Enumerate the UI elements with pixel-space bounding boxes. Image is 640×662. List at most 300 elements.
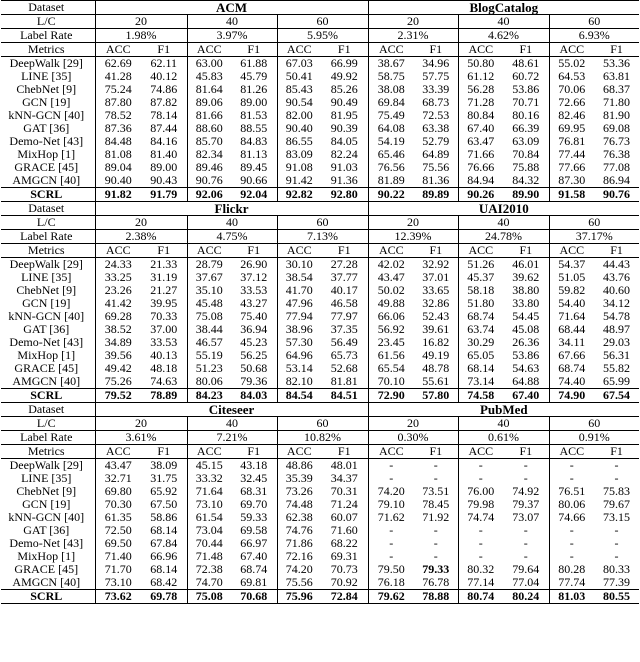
- metric-header: ACC: [458, 43, 503, 57]
- metric-value: -: [458, 550, 503, 563]
- lc-value: 20: [368, 417, 458, 431]
- label-rate-value: 1.98%: [95, 29, 187, 43]
- metric-value: 80.32: [458, 563, 503, 576]
- table-row: [1, 375, 639, 389]
- metric-value: 71.24: [330, 498, 358, 511]
- metric-value: 84.48: [95, 135, 141, 148]
- metric-value: 64.96: [277, 349, 321, 362]
- metric-value: 41.42: [95, 297, 141, 310]
- metric-value: 57.30: [277, 336, 321, 349]
- metric-value: 81.66: [187, 109, 231, 122]
- metric-value: 45.08: [512, 323, 540, 336]
- metric-value: 24.33: [95, 258, 141, 272]
- metric-value: 39.95: [150, 297, 178, 310]
- metric-value: 72.38: [187, 563, 231, 576]
- metric-value: 77.97: [330, 310, 358, 323]
- metric-value: -: [368, 524, 414, 537]
- metric-value: 79.67: [603, 498, 631, 511]
- scrl-metric-value: 84.23: [187, 389, 231, 403]
- metric-header: F1: [141, 244, 187, 258]
- metric-value: 23.45: [368, 336, 414, 349]
- metric-value: 40.17: [330, 284, 358, 297]
- metric-value: 73.14: [458, 375, 503, 389]
- dataset-name: BlogCatalog: [368, 1, 639, 15]
- metric-value: 43.47: [95, 459, 141, 473]
- table-row: [1, 122, 639, 135]
- method-name: DeepWalk [29]: [1, 258, 95, 272]
- metric-value: 88.60: [187, 122, 231, 135]
- metric-value: 76.38: [603, 148, 631, 161]
- metric-value: 65.92: [150, 485, 178, 498]
- lc-row-label: L/C: [1, 216, 95, 230]
- method-name: kNN-GCN [40]: [8, 109, 85, 122]
- lc-value: 60: [549, 15, 639, 29]
- metric-value: -: [523, 524, 528, 537]
- table-row: [1, 389, 639, 403]
- scrl-metric-value: 89.90: [503, 188, 549, 202]
- metric-value: 34.89: [95, 336, 141, 349]
- metric-value: 45.15: [187, 459, 231, 473]
- metric-value: 90.43: [150, 174, 178, 187]
- metric-value: 55.02: [549, 57, 594, 71]
- label-rate-row-label: Label Rate: [1, 230, 95, 244]
- scrl-metric-value: 84.54: [277, 389, 321, 403]
- table-row: [1, 109, 639, 122]
- metric-value: 52.68: [330, 362, 358, 375]
- metric-value: 68.14: [150, 524, 178, 537]
- scrl-metric-value: 92.82: [277, 188, 321, 202]
- method-name: GCN [19]: [22, 498, 71, 511]
- metric-value: 82.34: [187, 148, 231, 161]
- metric-value: -: [523, 550, 528, 563]
- lc-value: 20: [95, 216, 187, 230]
- metric-value: 56.92: [368, 323, 414, 336]
- metric-value: 49.92: [330, 70, 358, 83]
- metric-value: 39.62: [512, 271, 540, 284]
- metric-value: 33.25: [95, 271, 141, 284]
- table-row: [1, 297, 639, 310]
- metric-value: 69.08: [603, 122, 631, 135]
- metric-value: 30.10: [277, 258, 321, 272]
- metric-header: F1: [503, 445, 549, 459]
- metric-value: 50.41: [277, 70, 321, 83]
- metric-value: 70.06: [549, 83, 594, 96]
- metric-value: -: [458, 459, 503, 473]
- label-rate-value: 2.38%: [95, 230, 187, 244]
- metric-value: 37.00: [150, 323, 178, 336]
- metric-value: 67.40: [240, 550, 268, 563]
- metric-value: 79.33: [422, 563, 450, 576]
- metric-value: 87.82: [150, 96, 178, 109]
- metric-value: 73.10: [95, 576, 141, 590]
- table-row: [1, 498, 639, 511]
- metric-value: 74.20: [368, 485, 414, 498]
- metric-value: 75.88: [512, 161, 540, 174]
- metric-value: 38.08: [368, 83, 414, 96]
- metric-value: 77.74: [549, 576, 594, 590]
- metric-header: ACC: [549, 244, 594, 258]
- lc-value: 20: [95, 15, 187, 29]
- metric-value: -: [614, 550, 619, 563]
- metric-header: ACC: [277, 445, 321, 459]
- scrl-metric-value: 90.26: [458, 188, 503, 202]
- method-name: ChebNet [9]: [16, 485, 77, 498]
- metric-value: 56.49: [330, 336, 358, 349]
- lc-value: 40: [187, 15, 277, 29]
- metric-value: 71.60: [330, 524, 358, 537]
- metric-value: 69.84: [368, 96, 414, 109]
- table-row: [1, 244, 639, 258]
- metric-value: 70.44: [187, 537, 231, 550]
- metric-value: 31.19: [150, 271, 178, 284]
- label-rate-row-label: Label Rate: [1, 29, 95, 43]
- metric-value: 74.63: [150, 375, 178, 388]
- metric-value: 72.66: [549, 96, 594, 109]
- label-rate-value: 24.78%: [458, 230, 549, 244]
- metric-value: 38.09: [141, 459, 187, 473]
- metric-value: 75.56: [422, 161, 450, 174]
- metric-value: 43.18: [231, 459, 277, 473]
- metric-value: 60.07: [330, 511, 358, 524]
- metric-value: 90.76: [187, 174, 231, 188]
- table-row: [1, 323, 639, 336]
- metric-value: -: [594, 459, 639, 473]
- metric-value: 78.14: [150, 109, 178, 122]
- metric-value: -: [614, 472, 619, 485]
- method-name: LINE [35]: [21, 271, 72, 284]
- metric-value: 87.30: [549, 174, 594, 188]
- metric-value: 45.79: [240, 70, 268, 83]
- metric-value: 76.51: [549, 485, 594, 498]
- metric-value: 33.80: [512, 297, 540, 310]
- method-name: DeepWalk [29]: [1, 57, 95, 71]
- metric-value: 41.70: [277, 284, 321, 297]
- metric-value: 40.12: [150, 70, 178, 83]
- method-name: GRACE [45]: [14, 161, 79, 174]
- metric-value: 61.88: [231, 57, 277, 71]
- dataset-row-label: Dataset: [1, 403, 95, 417]
- label-rate-value: 10.82%: [277, 431, 368, 445]
- metric-value: 51.05: [549, 271, 594, 284]
- table-row: [1, 417, 639, 431]
- metric-value: -: [549, 459, 594, 473]
- scrl-metric-value: 67.54: [594, 389, 639, 403]
- scrl-method-name: SCRL: [1, 590, 95, 604]
- metric-value: 74.70: [187, 576, 231, 590]
- metric-value: 73.04: [187, 524, 231, 537]
- metric-header: F1: [141, 43, 187, 57]
- metric-value: 86.94: [603, 174, 631, 187]
- metric-value: 70.30: [95, 498, 141, 511]
- metric-value: 54.37: [549, 258, 594, 272]
- table-row: [1, 174, 639, 188]
- metric-value: 68.37: [603, 83, 631, 96]
- metric-value: 76.73: [603, 135, 631, 148]
- metric-value: 80.33: [603, 563, 631, 576]
- scrl-metric-value: 72.84: [321, 590, 368, 604]
- metric-header: ACC: [549, 43, 594, 57]
- metric-value: 74.20: [277, 563, 321, 576]
- metric-value: 45.48: [187, 297, 231, 310]
- metric-value: 73.51: [422, 485, 450, 498]
- table-row: [1, 590, 639, 604]
- metric-header: F1: [594, 43, 639, 57]
- scrl-metric-value: 75.96: [277, 590, 321, 604]
- metric-value: 54.19: [368, 135, 414, 148]
- metric-value: 32.71: [95, 472, 141, 485]
- table-row: [1, 472, 639, 485]
- metric-value: 70.31: [330, 485, 358, 498]
- metric-header: ACC: [368, 445, 414, 459]
- metric-value: 69.50: [95, 537, 141, 550]
- metric-value: 77.44: [549, 148, 594, 161]
- metric-value: 69.31: [330, 550, 358, 563]
- metric-value: 58.18: [458, 284, 503, 297]
- metric-value: 85.70: [187, 135, 231, 148]
- metric-value: 73.10: [187, 498, 231, 511]
- metric-value: 62.11: [141, 57, 187, 71]
- scrl-metric-value: 74.90: [549, 389, 594, 403]
- metric-value: 74.40: [549, 375, 594, 389]
- metric-value: 53.86: [512, 83, 540, 96]
- metric-value: 50.02: [368, 284, 414, 297]
- metric-value: 87.44: [150, 122, 178, 135]
- metric-value: 70.84: [512, 148, 540, 161]
- table-row: [1, 459, 639, 473]
- scrl-metric-value: 91.58: [549, 188, 594, 202]
- metric-value: 90.54: [277, 96, 321, 109]
- metric-value: 82.46: [549, 109, 594, 122]
- metric-value: 65.05: [458, 349, 503, 362]
- dataset-name: UAI2010: [368, 202, 639, 216]
- metric-value: -: [614, 524, 619, 537]
- metric-value: 32.45: [240, 472, 268, 485]
- metric-value: 32.92: [414, 258, 458, 272]
- metric-value: -: [458, 524, 503, 537]
- metric-value: 81.13: [240, 148, 268, 161]
- metric-value: 48.61: [503, 57, 549, 71]
- metric-value: 71.70: [95, 563, 141, 576]
- metric-value: 81.26: [240, 83, 268, 96]
- metric-value: 69.58: [240, 524, 268, 537]
- metric-header: ACC: [277, 43, 321, 57]
- scrl-metric-value: 73.62: [95, 590, 141, 604]
- metric-value: 48.78: [422, 362, 450, 375]
- metric-value: 41.28: [95, 70, 141, 83]
- metric-value: 78.52: [95, 109, 141, 122]
- table-row: [1, 188, 639, 202]
- metric-value: 90.39: [330, 122, 358, 135]
- metric-value: 40.13: [150, 349, 178, 362]
- scrl-metric-value: 78.88: [414, 590, 458, 604]
- method-name: GAT [36]: [23, 122, 70, 135]
- metric-value: 49.88: [368, 297, 414, 310]
- metric-value: -: [549, 524, 594, 537]
- lc-value: 40: [187, 216, 277, 230]
- metric-value: 89.00: [240, 96, 268, 109]
- metric-header: F1: [594, 445, 639, 459]
- metric-value: 54.78: [603, 310, 631, 323]
- scrl-metric-value: 91.79: [141, 188, 187, 202]
- metric-value: 68.73: [422, 96, 450, 109]
- metric-value: -: [503, 459, 549, 473]
- metric-value: 33.53: [150, 336, 178, 349]
- table-row: [1, 576, 639, 590]
- method-name: Demo-Net [43]: [9, 537, 84, 550]
- metric-value: 81.64: [187, 83, 231, 96]
- metric-value: 67.03: [277, 57, 321, 71]
- metric-value: 54.45: [512, 310, 540, 323]
- metric-value: 68.14: [458, 362, 503, 375]
- metric-value: 71.62: [368, 511, 414, 524]
- metric-value: 66.97: [240, 537, 268, 550]
- results-table: [1, 0, 639, 604]
- metric-value: 71.64: [549, 310, 594, 323]
- method-name: DeepWalk [29]: [1, 459, 95, 473]
- metric-value: 46.01: [503, 258, 549, 272]
- metric-value: 23.26: [95, 284, 141, 297]
- metric-value: 51.26: [458, 258, 503, 272]
- metric-value: 62.38: [277, 511, 321, 524]
- metric-value: 68.74: [240, 563, 268, 576]
- scrl-metric-value: 80.55: [594, 590, 639, 604]
- metric-value: 77.04: [512, 576, 540, 589]
- method-name: Demo-Net [43]: [9, 336, 84, 349]
- method-name: LINE [35]: [21, 70, 72, 83]
- metric-value: 29.03: [603, 336, 631, 349]
- metric-value: 42.02: [368, 258, 414, 272]
- method-name: AMGCN [40]: [12, 174, 81, 187]
- metric-value: 77.08: [603, 161, 631, 174]
- metric-value: 89.04: [95, 161, 141, 174]
- table-row: [1, 524, 639, 537]
- metric-value: 87.80: [95, 96, 141, 109]
- metric-value: 69.70: [240, 498, 268, 511]
- metric-value: 70.71: [512, 96, 540, 109]
- label-rate-value: 5.95%: [277, 29, 368, 43]
- metric-value: 87.36: [95, 122, 141, 135]
- metric-header: F1: [231, 244, 277, 258]
- metrics-row-label: Metrics: [1, 445, 95, 459]
- metric-value: 33.32: [187, 472, 231, 485]
- metric-value: 64.08: [368, 122, 414, 135]
- metric-value: 79.37: [512, 498, 540, 511]
- metric-value: -: [368, 550, 414, 563]
- metric-value: 58.86: [150, 511, 178, 524]
- metric-value: 34.11: [549, 336, 594, 349]
- method-name: kNN-GCN [40]: [8, 310, 85, 323]
- metric-header: F1: [141, 445, 187, 459]
- table-row: [1, 202, 639, 216]
- table-row: [1, 83, 639, 96]
- metric-value: 71.80: [603, 96, 631, 109]
- metric-value: 77.94: [277, 310, 321, 323]
- metric-value: -: [549, 550, 594, 563]
- metric-value: 79.10: [368, 498, 414, 511]
- metric-value: 46.57: [187, 336, 231, 349]
- scrl-metric-value: 74.58: [458, 389, 503, 403]
- metric-value: 81.40: [150, 148, 178, 161]
- metric-value: 78.45: [422, 498, 450, 511]
- dataset-name: ACM: [95, 1, 368, 15]
- scrl-metric-value: 69.78: [141, 590, 187, 604]
- metric-value: 69.28: [95, 310, 141, 323]
- lc-value: 60: [549, 216, 639, 230]
- scrl-metric-value: 84.03: [231, 389, 277, 403]
- metric-value: 67.84: [150, 537, 178, 550]
- metric-header: ACC: [368, 244, 414, 258]
- metric-value: 48.18: [150, 362, 178, 375]
- metric-value: 76.81: [549, 135, 594, 148]
- metric-value: 61.54: [187, 511, 231, 524]
- metric-value: 37.77: [330, 271, 358, 284]
- table-row: [1, 349, 639, 362]
- metric-value: 67.50: [150, 498, 178, 511]
- metric-header: ACC: [187, 445, 231, 459]
- table-row: [1, 563, 639, 576]
- table-row: [1, 43, 639, 57]
- metric-value: 84.32: [512, 174, 540, 187]
- metric-value: 90.66: [240, 174, 268, 187]
- metric-value: 51.80: [458, 297, 503, 310]
- table-row: [1, 403, 639, 417]
- metric-value: 89.46: [187, 161, 231, 174]
- metric-value: -: [549, 472, 594, 485]
- metric-value: -: [549, 537, 594, 550]
- metric-value: 72.16: [277, 550, 321, 563]
- label-rate-value: 0.30%: [368, 431, 458, 445]
- metric-value: 46.58: [330, 297, 358, 310]
- metric-value: 75.40: [240, 310, 268, 323]
- metric-value: 65.54: [368, 362, 414, 375]
- metric-value: 89.00: [150, 161, 178, 174]
- lc-value: 20: [368, 216, 458, 230]
- metric-value: 49.19: [422, 349, 450, 362]
- scrl-metric-value: 84.51: [321, 389, 368, 403]
- lc-value: 60: [277, 216, 368, 230]
- table-row: [1, 336, 639, 349]
- label-rate-value: 4.62%: [458, 29, 549, 43]
- method-name: LINE [35]: [21, 472, 72, 485]
- metric-value: 76.78: [422, 576, 450, 589]
- scrl-metric-value: 78.89: [141, 389, 187, 403]
- method-name: GCN [19]: [22, 96, 71, 109]
- metric-header: F1: [414, 445, 458, 459]
- metric-value: 90.49: [330, 96, 358, 109]
- method-name: AMGCN [40]: [12, 576, 81, 589]
- scrl-metric-value: 79.62: [368, 590, 414, 604]
- label-rate-value: 7.21%: [187, 431, 277, 445]
- method-name: ChebNet [9]: [16, 284, 77, 297]
- metric-value: 89.45: [240, 161, 268, 174]
- metric-value: -: [523, 472, 528, 485]
- metric-value: 76.18: [368, 576, 414, 590]
- lc-value: 60: [277, 15, 368, 29]
- metric-value: 36.94: [240, 323, 268, 336]
- metric-header: F1: [321, 244, 368, 258]
- metric-header: ACC: [187, 244, 231, 258]
- metric-value: 82.24: [330, 148, 358, 161]
- label-rate-value: 3.61%: [95, 431, 187, 445]
- table-row: [1, 161, 639, 174]
- metric-value: 57.75: [422, 70, 450, 83]
- metric-value: -: [368, 459, 414, 473]
- metric-value: 38.54: [277, 271, 321, 284]
- metric-header: F1: [594, 244, 639, 258]
- metric-value: 63.00: [187, 57, 231, 71]
- metric-value: 51.23: [187, 362, 231, 375]
- metric-value: 21.27: [150, 284, 178, 297]
